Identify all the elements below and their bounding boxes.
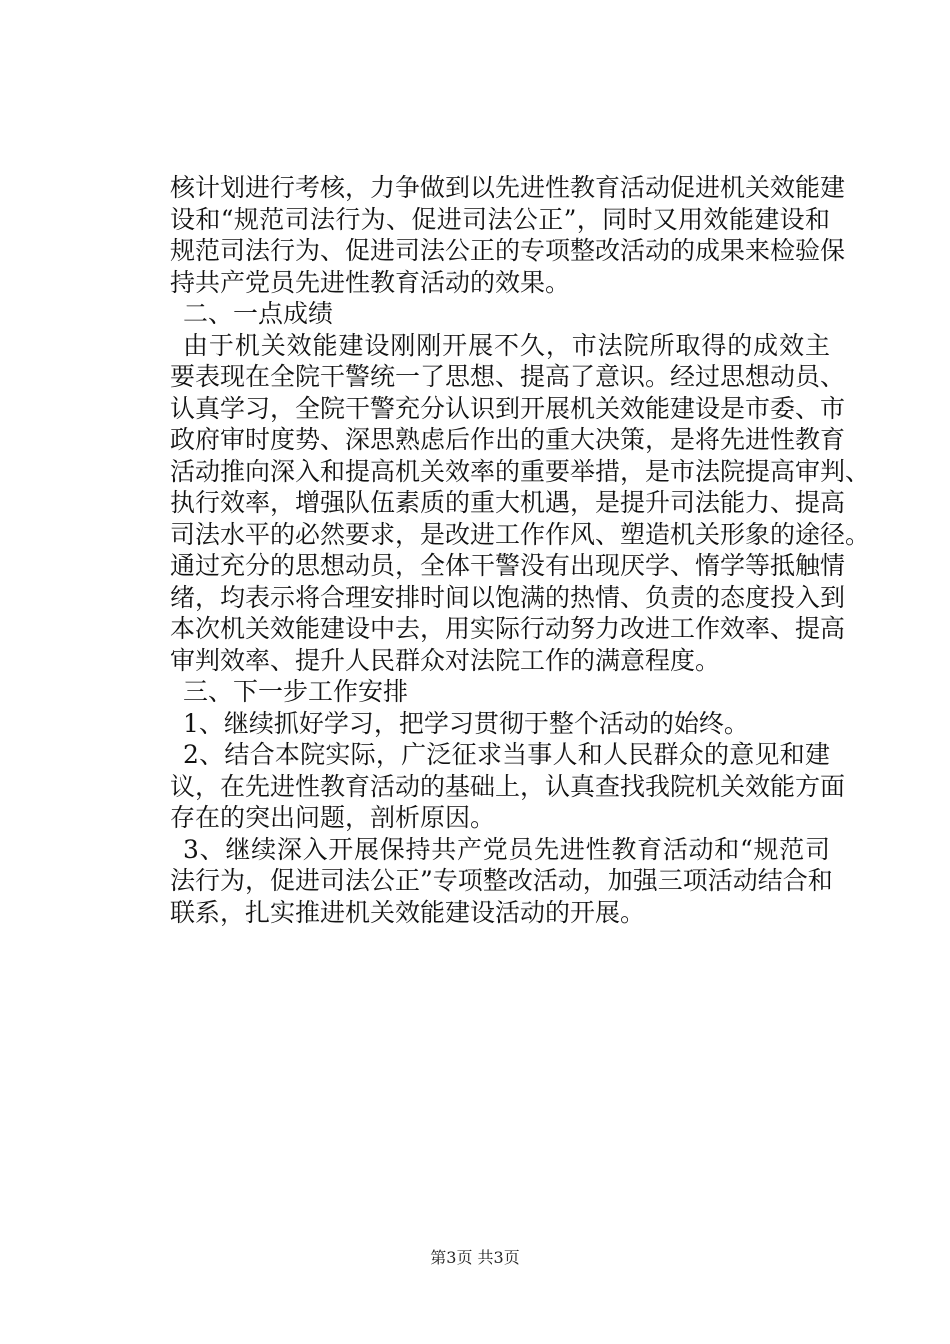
text-line: 联系，扎实推进机关效能建设活动的开展。 [170, 897, 646, 927]
text-line: 持共产党员先进性教育活动的效果。 [170, 267, 571, 297]
text-line: 活动推向深入和提高机关效率的重要举措，是市法院提高审判、 [170, 456, 871, 486]
document-body [170, 172, 871, 928]
text-line: 政府审时度势、深思熟虑后作出的重大决策，是将先进性教育 [170, 425, 846, 454]
text-line: 审判效率、提升人民群众对法院工作的满意程度。 [170, 645, 721, 675]
text-line: 要表现在全院干警统一了思想、提高了意识。经过思想动员、 [170, 362, 846, 391]
text-line: 司法水平的必然要求，是改进工作作风、塑造机关形象的途径。 [170, 519, 871, 549]
text-line: 绪，均表示将合理安排时间以饱满的热情、负责的态度投入到 [170, 582, 846, 612]
page-footer: 第3页 共3页 [430, 1248, 520, 1267]
text-line: 3、继续深入开展保持共产党员先进性教育活动和“规范司 [183, 834, 830, 864]
text-line: 2、结合本院实际，广泛征求当事人和人民群众的意见和建 [183, 740, 830, 769]
text-line: 认真学习，全院干警充分认识到开展机关效能建设是市委、市 [170, 393, 846, 423]
text-line: 法行为，促进司法公正”专项整改活动，加强三项活动结合和 [170, 866, 833, 895]
text-line: 二、一点成绩 [183, 299, 334, 328]
text-line: 通过充分的思想动员，全体干警没有出现厌学、惰学等抵触情 [170, 551, 846, 580]
text-line: 执行效率，增强队伍素质的重大机遇，是提升司法能力、提高 [170, 488, 846, 517]
text-line: 由于机关效能建设刚刚开展不久，市法院所取得的成效主 [183, 330, 830, 360]
text-line: 存在的突出问题，剖析原因。 [170, 803, 496, 832]
text-line: 核计划进行考核，力争做到以先进性教育活动促进机关效能建 [170, 173, 846, 202]
text-line: 规范司法行为、促进司法公正的专项整改活动的成果来检验保 [170, 236, 846, 265]
text-line: 议，在先进性教育活动的基础上，认真查找我院机关效能方面 [170, 771, 846, 801]
text-line: 1、继续抓好学习，把学习贯彻于整个活动的始终。 [183, 708, 749, 738]
text-line: 本次机关效能建设中去，用实际行动努力改进工作效率、提高 [170, 614, 846, 643]
text-line: 设和“规范司法行为、促进司法公正”，同时又用效能建设和 [170, 204, 830, 234]
text-line: 三、下一步工作安排 [183, 677, 409, 706]
